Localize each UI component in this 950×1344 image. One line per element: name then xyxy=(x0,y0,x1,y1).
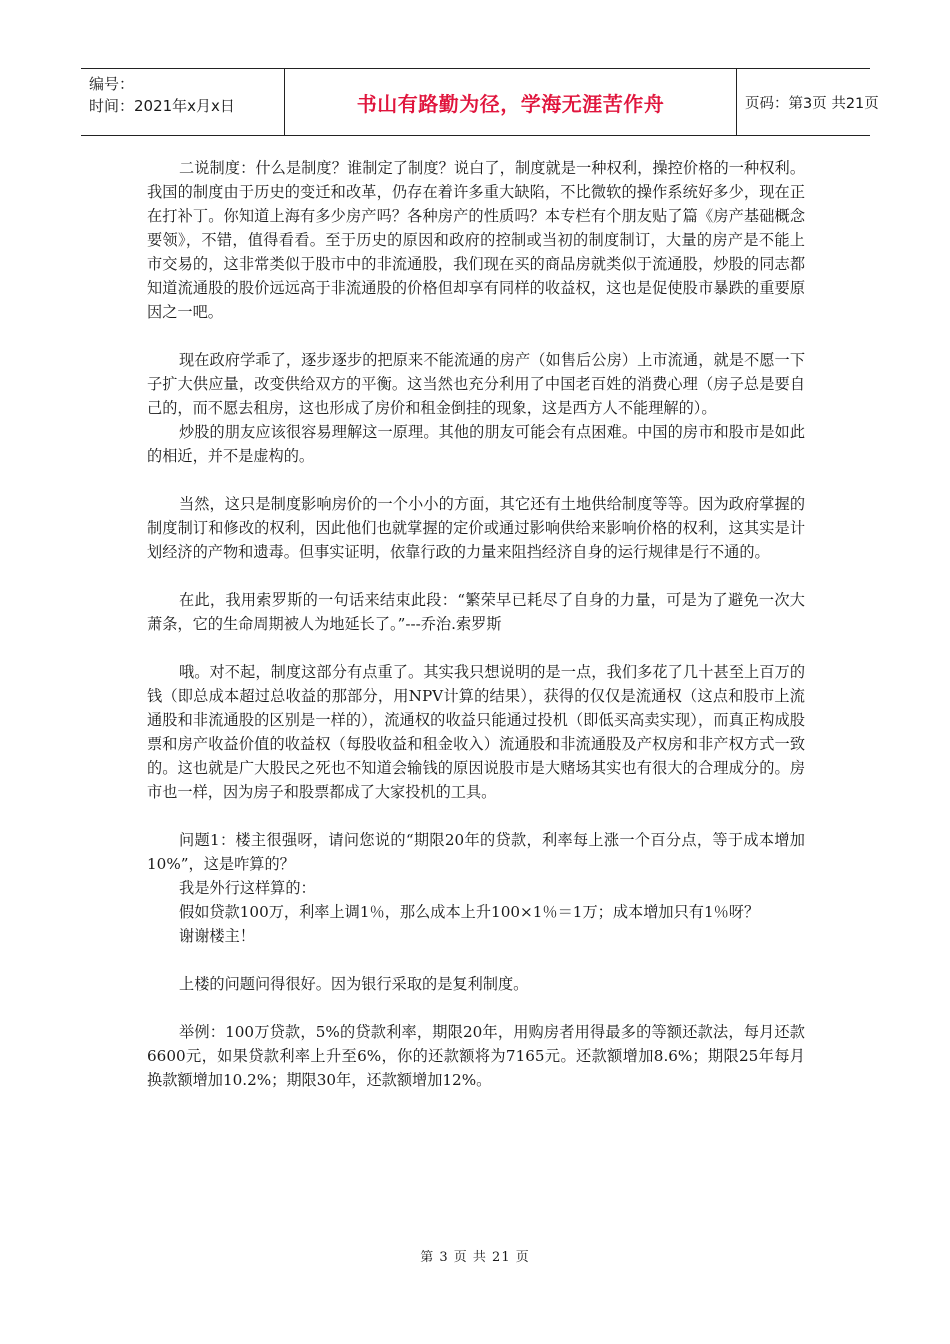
paragraph-circulation-rights: 哦。对不起，制度这部分有点重了。其实我只想说明的是一点，我们多花了几十甚至上百万的钱（即总成本超过总收益的那部分，用NPV计算的结果），获得的仅仅是流通权（这点和股市上流通股和非流通股的区别是一样的），流通权的收益只能通过投机（即低买高卖实现），而真正构成股票和房产收益价值的收益权（每股收益和租金收入）流通股和非流通股及产权房和非产权方式一致的。这也就是广大股民之死也不知道会输钱的原因说股市是大赌场其实也有很大的合理成分的。房市也一样，因为房子和股票都成了大家投机的工具。 xyxy=(147,663,805,801)
time-label: 时间：2021年x月x日 xyxy=(89,97,235,115)
paragraph-question-thanks: 谢谢楼主！ xyxy=(179,927,255,945)
header-motto: 书山有路勤为径，学海无涯苦作舟 xyxy=(285,69,737,135)
paragraph-land-supply: 当然，这只是制度影响房价的一个小小的方面，其它还有土地供给制度等等。因为政府掌握的制度制订和修改的权利，因此他们也就掌握的定价或通过影响供给来影响价格的权利，这其实是计划经济的产物和遗毒。但事实证明，依靠行政的力量来阻挡经济自身的运行规律是行不通的。 xyxy=(147,495,805,561)
paragraph-question-1: 问题1：楼主很强呀，请问您说的“期限20年的贷款，利率每上涨一个百分点，等于成本增加10%”，这是咋算的？ xyxy=(147,831,805,873)
number-label: 编号： xyxy=(89,75,135,93)
page-footer: 第 3 页 共 21 页 xyxy=(420,1250,530,1265)
paragraph-question-calc: 假如贷款100万，利率上调1％，那么成本上升100×1％＝1万；成本增加只有1％呀？ xyxy=(179,903,760,921)
paragraph-question-calc-intro: 我是外行这样算的： xyxy=(179,879,316,897)
document-header xyxy=(81,68,879,136)
document-body xyxy=(147,156,805,1092)
paragraph-government-policy: 现在政府学乖了，逐步逐步的把原来不能流通的房产（如售后公房）上市流通，就是不愿一下子扩大供应量，改变供给双方的平衡。这当然也充分利用了中国老百姓的消费心理（房子总是要自己的，而不愿去租房，这也形成了房价和租金倒挂的现象，这是西方人不能理解的）。 xyxy=(147,351,805,417)
header-page-info: 页码：第3页 共21页 xyxy=(745,95,879,112)
paragraph-example-loan: 举例：100万贷款，5%的贷款利率，期限20年，用购房者用得最多的等额还款法，每月还款6600元，如果贷款利率上升至6%，你的还款额将为7165元。还款额增加8.6%；期限25年每月换款额增加10.2%；期限30年，还款额增加12%。 xyxy=(147,1023,805,1089)
paragraph-system-intro: 二说制度：什么是制度？谁制定了制度？说白了，制度就是一种权利，操控价格的一种权利。我国的制度由于历史的变迁和改革，仍存在着许多重大缺陷，不比微软的操作系统好多少，现在正在打补丁。你知道上海有多少房产吗？各种房产的性质吗？本专栏有个朋友贴了篇《房产基础概念要领》，不错，值得看看。至于历史的原因和政府的控制或当初的制度制订，大量的房产是不能上市交易的，这非常类似于股市中的非流通股，我们现在买的商品房就类似于流通股，炒股的同志都知道流通股的股价远远高于非流通股的价格但却享有同样的收益权，这也是促使股市暴跌的重要原因之一吧。 xyxy=(147,159,805,321)
header-meta-cell xyxy=(81,69,285,135)
paragraph-answer-compound: 上楼的问题问得很好。因为银行采取的是复利制度。 xyxy=(179,975,529,993)
paragraph-stock-analogy: 炒股的朋友应该很容易理解这一原理。其他的朋友可能会有点困难。中国的房市和股市是如此的相近，并不是虚构的。 xyxy=(147,423,805,465)
paragraph-soros-quote: 在此，我用索罗斯的一句话来结束此段：“繁荣早已耗尽了自身的力量，可是为了避免一次大萧条，它的生命周期被人为地延长了。”---乔治.索罗斯 xyxy=(147,591,805,633)
